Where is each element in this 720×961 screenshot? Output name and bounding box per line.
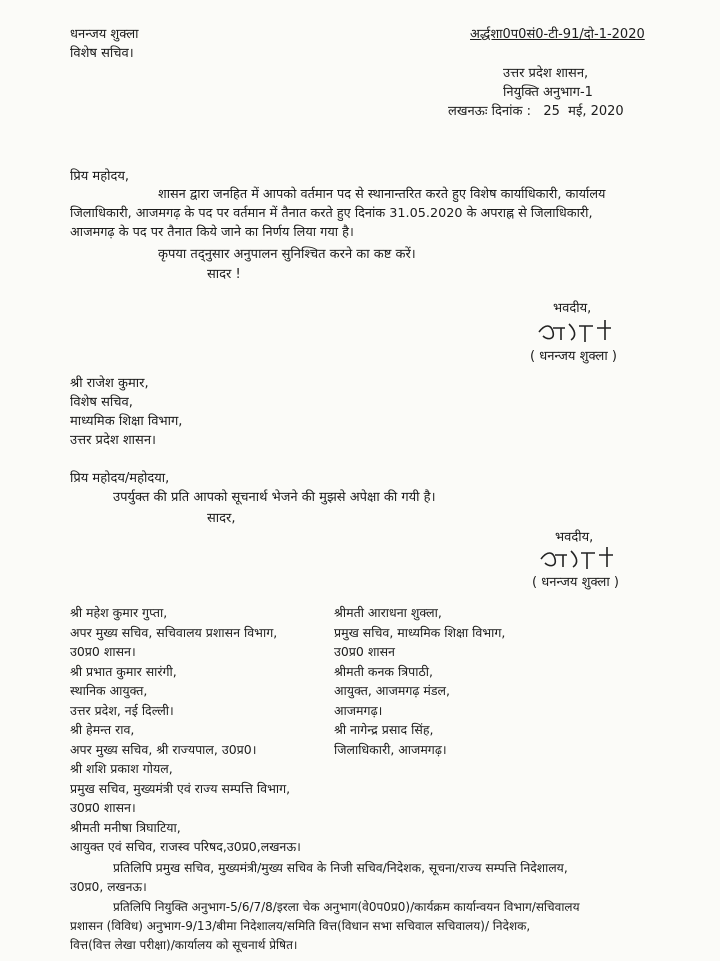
copy-right-item: श्रीमती आराधना शुक्ला, <box>334 605 442 620</box>
valediction-1: भवदीय, <box>553 301 592 316</box>
copy-right-item: श्री नागेन्द्र प्रसाद सिंह, <box>334 722 434 737</box>
copy-right-item: उ0प्र0 शासन <box>334 644 395 659</box>
copy-left-item: आयुक्त एवं सचिव, राजस्व परिषद,उ0प्र0,लखनऊ। <box>70 839 301 854</box>
valediction-2: भवदीय, <box>555 530 594 545</box>
copy-left-item: श्री महेश कुमार गुप्ता, <box>70 605 168 620</box>
signature-1 <box>535 318 625 344</box>
salutation-2: प्रिय महोदय/महोदया, <box>70 471 170 486</box>
copy-list-left <box>70 603 301 857</box>
addressee-line-2: विशेष सचिव, <box>70 395 133 410</box>
signatory-name-1: ( धनन्जय शुक्ला ) <box>530 349 617 364</box>
copy-para-2-line-2: प्रशासन (विविध) अनुभाग-9/13/बीमा निदेशालय/समिति वित्त(विधान सभा सचिवाल सचिवालय)/ निदेशक, <box>70 919 531 933</box>
addressee-line-1: श्री राजेश कुमार, <box>70 376 149 391</box>
body-line-3: आजमगढ़ के पद पर तैनात किये जाने का निर्णय लिया गया है। <box>70 225 354 240</box>
office-line-2: नियुक्ति अनुभाग-1 <box>503 85 593 100</box>
copy-para-1-line-2: उ0प्र0, लखनऊ। <box>70 880 147 894</box>
copy-para-1-line-1: प्रतिलिपि प्रमुख सचिव, मुख्यमंत्री/मुख्य सचिव के निजी सचिव/निदेशक, सूचना/राज्य सम्पत्ति निदेशालय, <box>113 861 568 875</box>
copy-left-item: स्थानिक आयुक्त, <box>70 683 148 698</box>
copy-para-2-line-3: वित्त(वित्त लेखा परीक्षा)/कार्यालय को सूचनार्थ प्रेषित। <box>70 938 298 952</box>
addressee-line-4: उत्तर प्रदेश शासन। <box>70 433 156 448</box>
copy-left-item: श्री शशि प्रकाश गोयल, <box>70 761 173 776</box>
sender-designation: विशेष सचिव। <box>70 46 134 61</box>
reference-number: अर्द्धशा0प0सं0-टी-91/दो-1-2020 <box>470 27 645 42</box>
place-date: लखनऊः दिनांक : 25 मई, 2020 <box>448 104 624 119</box>
copy-left-item: अपर मुख्य सचिव, सचिवालय प्रशासन विभाग, <box>70 624 278 640</box>
copy-list-right <box>334 603 505 759</box>
copy-right-item: आजमगढ़। <box>334 702 383 718</box>
salutation: प्रिय महोदय, <box>70 169 130 184</box>
closing: सादर ! <box>207 267 241 282</box>
copy-left-item: उ0प्र0 शासन। <box>70 800 136 815</box>
copy-left-item: श्री हेमन्त राव, <box>70 722 135 737</box>
request-line: कृपया तद्नुसार अनुपालन सुनिश्चित करने का कष्ट करें। <box>158 247 416 262</box>
copy-left-item: उत्तर प्रदेश, नई दिल्ली। <box>70 702 174 718</box>
copy-right-item: श्रीमती कनक त्रिपाठी, <box>334 663 433 679</box>
body-line-2: जिलाधिकारी, आजमगढ़ के पद पर वर्तमान में तैनात करते हुए दिनांक 31.05.2020 के अपराह्न से जिलाधिकारी, <box>70 206 593 221</box>
copy-right-item: प्रमुख सचिव, माध्यमिक शिक्षा विभाग, <box>334 624 506 640</box>
closing-2: सादर, <box>207 511 236 526</box>
body-2: उपर्युक्त की प्रति आपको सूचनार्थ भेजने की मुझसे अपेक्षा की गयी है। <box>113 490 436 505</box>
copy-left-item: अपर मुख्य सचिव, श्री राज्यपाल, उ0प्र0। <box>70 741 257 757</box>
sender-name: धनन्जय शुक्ला <box>70 27 139 42</box>
office-line-1: उत्तर प्रदेश शासन, <box>503 66 589 81</box>
copy-left-item: प्रमुख सचिव, मुख्यमंत्री एवं राज्य सम्पत्ति विभाग, <box>70 780 291 796</box>
copy-left-item: श्रीमती मनीषा त्रिघाटिया, <box>70 819 181 835</box>
copy-left-item: उ0प्र0 शासन। <box>70 644 136 659</box>
copy-left-item: श्री प्रभात कुमार सारंगी, <box>70 663 177 679</box>
copy-right-item: आयुक्त, आजमगढ़ मंडल, <box>334 683 450 698</box>
copy-para-2-line-1: प्रतिलिपि नियुक्ति अनुभाग-5/6/7/8/इरला चेक अनुभाग(वे0प0प्र0)/कार्यक्रम कार्यान्वयन विभाग/सचिवालय <box>113 900 580 914</box>
copy-right-item: जिलाधिकारी, आजमगढ़। <box>334 741 447 757</box>
addressee-line-3: माध्यमिक शिक्षा विभाग, <box>70 414 183 429</box>
signature-2 <box>537 545 627 571</box>
signatory-name-2: ( धनन्जय शुक्ला ) <box>532 575 619 590</box>
body-line-1: शासन द्वारा जनहित में आपको वर्तमान पद से स्थानान्तरित करते हुए विशेष कार्याधिकारी, कार्यालय <box>158 187 606 202</box>
